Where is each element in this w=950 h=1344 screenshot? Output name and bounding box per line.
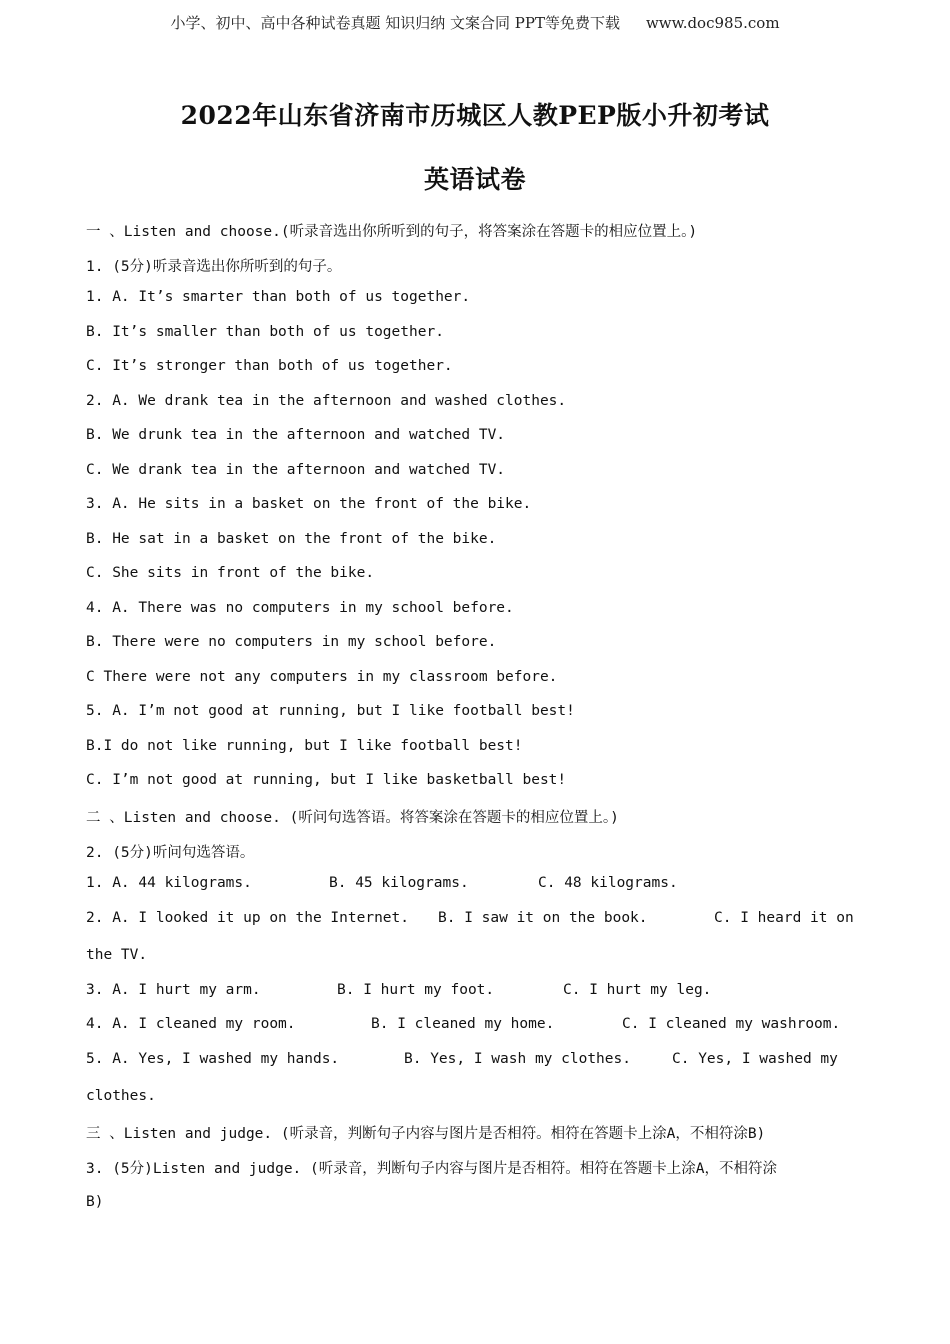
section2-q5-continuation: clothes.	[86, 1088, 156, 1104]
option-b: B. Yes, I wash my clothes.	[404, 1051, 631, 1067]
section1-item: 2. A. We drank tea in the afternoon and washed clothes.	[86, 393, 567, 409]
option-a: 4. A. I cleaned my room.	[86, 1016, 296, 1032]
option-a: 5. A. Yes, I washed my hands.	[86, 1051, 340, 1067]
option-a: 1. A. 44 kilograms.	[86, 875, 252, 891]
section1-item: B. He sat in a basket on the front of the bike.	[86, 531, 497, 547]
exam-subtitle: 英语试卷	[423, 165, 526, 194]
section1-item: B. It’s smaller than both of us together.	[86, 324, 444, 340]
section1-item: B.I do not like running, but I like football best!	[86, 738, 523, 754]
section2-q5-row	[86, 1051, 856, 1075]
option-c: C. I heard it on	[714, 910, 854, 926]
section1-item: 1. A. It’s smarter than both of us together.	[86, 289, 471, 305]
option-c: C. 48 kilograms.	[538, 875, 678, 891]
section2-q2-row	[86, 910, 856, 934]
option-b: B. I hurt my foot.	[337, 982, 495, 998]
section2-question: 2. (5分)听问句选答语。	[86, 845, 255, 861]
section1-item: C. She sits in front of the bike.	[86, 565, 375, 581]
section3-question-continuation: B)	[86, 1194, 104, 1210]
option-c: C. I hurt my leg.	[563, 982, 712, 998]
section1-item: 5. A. I’m not good at running, but I like football best!	[86, 703, 575, 719]
section2-q3-row	[86, 982, 856, 1006]
section2-q4-row	[86, 1016, 856, 1040]
section1-item: C. I’m not good at running, but I like basketball best!	[86, 772, 567, 788]
section2-q1-row	[86, 875, 856, 899]
section3-question: 3. (5分)Listen and judge. (听录音，判断句子内容与图片是否相符。相符在答题卡上涂A，不相符涂	[86, 1161, 777, 1177]
option-a: 3. A. I hurt my arm.	[86, 982, 261, 998]
section1-heading: 一 、Listen and choose.(听录音选出你所听到的句子，将答案涂在答题卡的相应位置上。)	[86, 224, 698, 240]
section3-heading: 三 、Listen and judge. (听录音，判断句子内容与图片是否相符。相符在答题卡上涂A，不相符涂B)	[86, 1126, 766, 1142]
page-header	[0, 12, 950, 33]
section1-item: B. We drunk tea in the afternoon and watched TV.	[86, 427, 506, 443]
option-b: B. I saw it on the book.	[438, 910, 648, 926]
section1-item: C. We drank tea in the afternoon and watched TV.	[86, 462, 506, 478]
option-c: C. I cleaned my washroom.	[622, 1016, 841, 1032]
section2-q2-continuation: the TV.	[86, 947, 148, 963]
option-c: C. Yes, I washed my	[672, 1051, 838, 1067]
option-b: B. I cleaned my home.	[371, 1016, 555, 1032]
section1-question: 1. (5分)听录音选出你所听到的句子。	[86, 259, 342, 275]
header-site-link[interactable]: www.doc985.com	[645, 14, 780, 32]
section2-heading: 二 、Listen and choose. (听问句选答语。将答案涂在答题卡的相应位置上。)	[86, 810, 619, 826]
section1-item: 4. A. There was no computers in my school before.	[86, 600, 514, 616]
exam-title: 2022年山东省济南市历城区人教PEP版小升初考试	[180, 101, 770, 130]
option-a: 2. A. I looked it up on the Internet.	[86, 910, 410, 926]
section1-item: C There were not any computers in my classroom before.	[86, 669, 558, 685]
section1-item: 3. A. He sits in a basket on the front of the bike.	[86, 496, 532, 512]
section1-item: C. It’s stronger than both of us together.	[86, 358, 453, 374]
header-text: 小学、初中、高中各种试卷真题 知识归纳 文案合同 PPT等免费下载	[170, 14, 620, 32]
section1-item: B. There were no computers in my school before.	[86, 634, 497, 650]
option-b: B. 45 kilograms.	[329, 875, 469, 891]
